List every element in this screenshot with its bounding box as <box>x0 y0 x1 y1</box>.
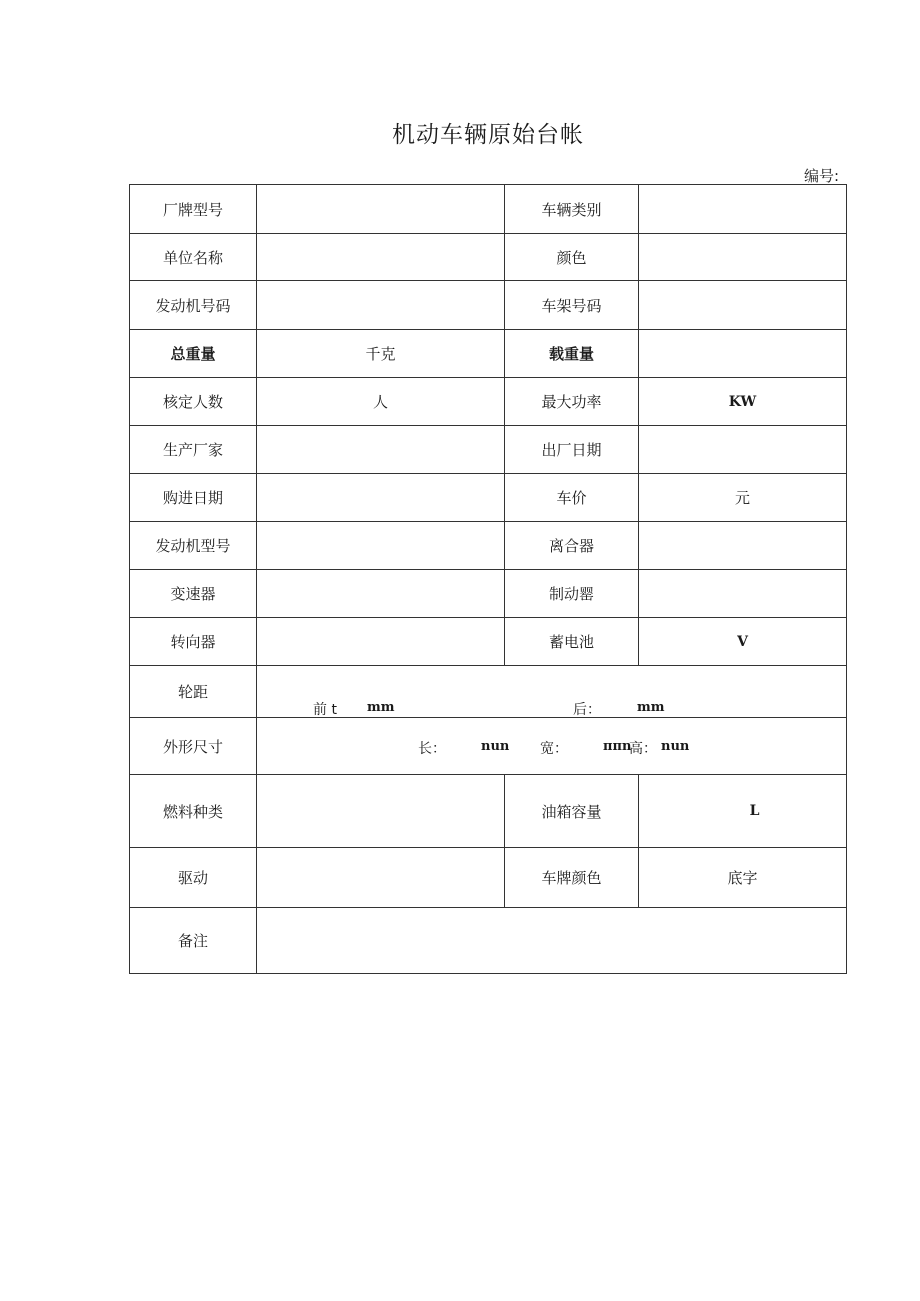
remarks-value[interactable] <box>257 908 847 974</box>
wheelbase-value[interactable] <box>257 666 847 718</box>
field-value[interactable] <box>639 281 847 330</box>
field-value[interactable] <box>639 185 847 234</box>
field-value[interactable] <box>257 185 505 234</box>
field-label: 厂牌型号 <box>130 185 257 234</box>
wheelbase-rear-unit: mm <box>637 700 665 715</box>
field-value[interactable]: L <box>639 775 847 848</box>
field-label: 油箱容量 <box>505 775 639 848</box>
table-row <box>130 570 847 618</box>
field-label: 制动罂 <box>505 570 639 618</box>
field-value[interactable]: KW <box>639 378 847 426</box>
field-label: 颜色 <box>505 234 639 281</box>
field-value[interactable]: 元 <box>639 474 847 522</box>
wheelbase-rear-label: 后： <box>573 702 601 718</box>
field-label: 驱动 <box>130 848 257 908</box>
field-label: 单位名称 <box>130 234 257 281</box>
height-unit: nun <box>661 739 690 754</box>
table-row <box>130 522 847 570</box>
vehicle-ledger-table <box>129 184 847 974</box>
field-value[interactable] <box>257 281 505 330</box>
field-value[interactable]: V <box>639 618 847 666</box>
dimensions-value[interactable] <box>257 718 847 775</box>
field-label: 出厂日期 <box>505 426 639 474</box>
field-value[interactable] <box>639 570 847 618</box>
height-label: 高： <box>629 741 657 757</box>
field-value[interactable] <box>257 848 505 908</box>
table-row <box>130 618 847 666</box>
serial-number-label: 编号: <box>804 167 840 185</box>
field-label: 核定人数 <box>130 378 257 426</box>
field-label: 蓄电池 <box>505 618 639 666</box>
field-label: 车辆类别 <box>505 185 639 234</box>
field-value[interactable] <box>639 426 847 474</box>
wheelbase-front-unit: mm <box>367 700 395 715</box>
field-label: 车牌颜色 <box>505 848 639 908</box>
field-value[interactable] <box>257 618 505 666</box>
field-label: 外形尺寸 <box>130 718 257 775</box>
field-value[interactable]: 人 <box>257 378 505 426</box>
field-label: 备注 <box>130 908 257 974</box>
table-row <box>130 281 847 330</box>
field-value[interactable] <box>257 570 505 618</box>
field-value[interactable] <box>639 522 847 570</box>
table-row <box>130 848 847 908</box>
field-label: 购进日期 <box>130 474 257 522</box>
document-title: 机动车辆原始台帐 <box>392 122 584 148</box>
field-value[interactable] <box>639 234 847 281</box>
field-value[interactable]: 底字 <box>639 848 847 908</box>
wheelbase-front-label: 前 t <box>313 702 337 718</box>
table-row <box>130 775 847 848</box>
table-row <box>130 426 847 474</box>
table-row <box>130 185 847 234</box>
field-value[interactable] <box>257 522 505 570</box>
table-row-wheelbase <box>130 666 847 718</box>
table-row <box>130 378 847 426</box>
field-label: 最大功率 <box>505 378 639 426</box>
table-row-dimensions <box>130 718 847 775</box>
table-row <box>130 474 847 522</box>
width-label: 宽： <box>540 741 568 757</box>
field-value[interactable]: 千克 <box>257 330 505 378</box>
field-label: 生产厂家 <box>130 426 257 474</box>
field-label: 变速器 <box>130 570 257 618</box>
field-value[interactable] <box>257 426 505 474</box>
field-label: 总重量 <box>130 330 257 378</box>
field-label: 车架号码 <box>505 281 639 330</box>
field-label: 车价 <box>505 474 639 522</box>
table-row-remarks <box>130 908 847 974</box>
field-value[interactable] <box>257 474 505 522</box>
length-label: 长： <box>418 741 446 757</box>
field-label: 轮距 <box>130 666 257 718</box>
field-label: 发动机型号 <box>130 522 257 570</box>
field-value[interactable] <box>257 234 505 281</box>
field-label: 发动机号码 <box>130 281 257 330</box>
field-value[interactable] <box>639 330 847 378</box>
field-label: 转向器 <box>130 618 257 666</box>
table-row <box>130 330 847 378</box>
table-row <box>130 234 847 281</box>
field-value[interactable] <box>257 775 505 848</box>
length-unit: nun <box>481 739 510 754</box>
field-label: 载重量 <box>505 330 639 378</box>
field-label: 燃料种类 <box>130 775 257 848</box>
width-unit: ππn <box>603 739 632 754</box>
field-label: 离合器 <box>505 522 639 570</box>
